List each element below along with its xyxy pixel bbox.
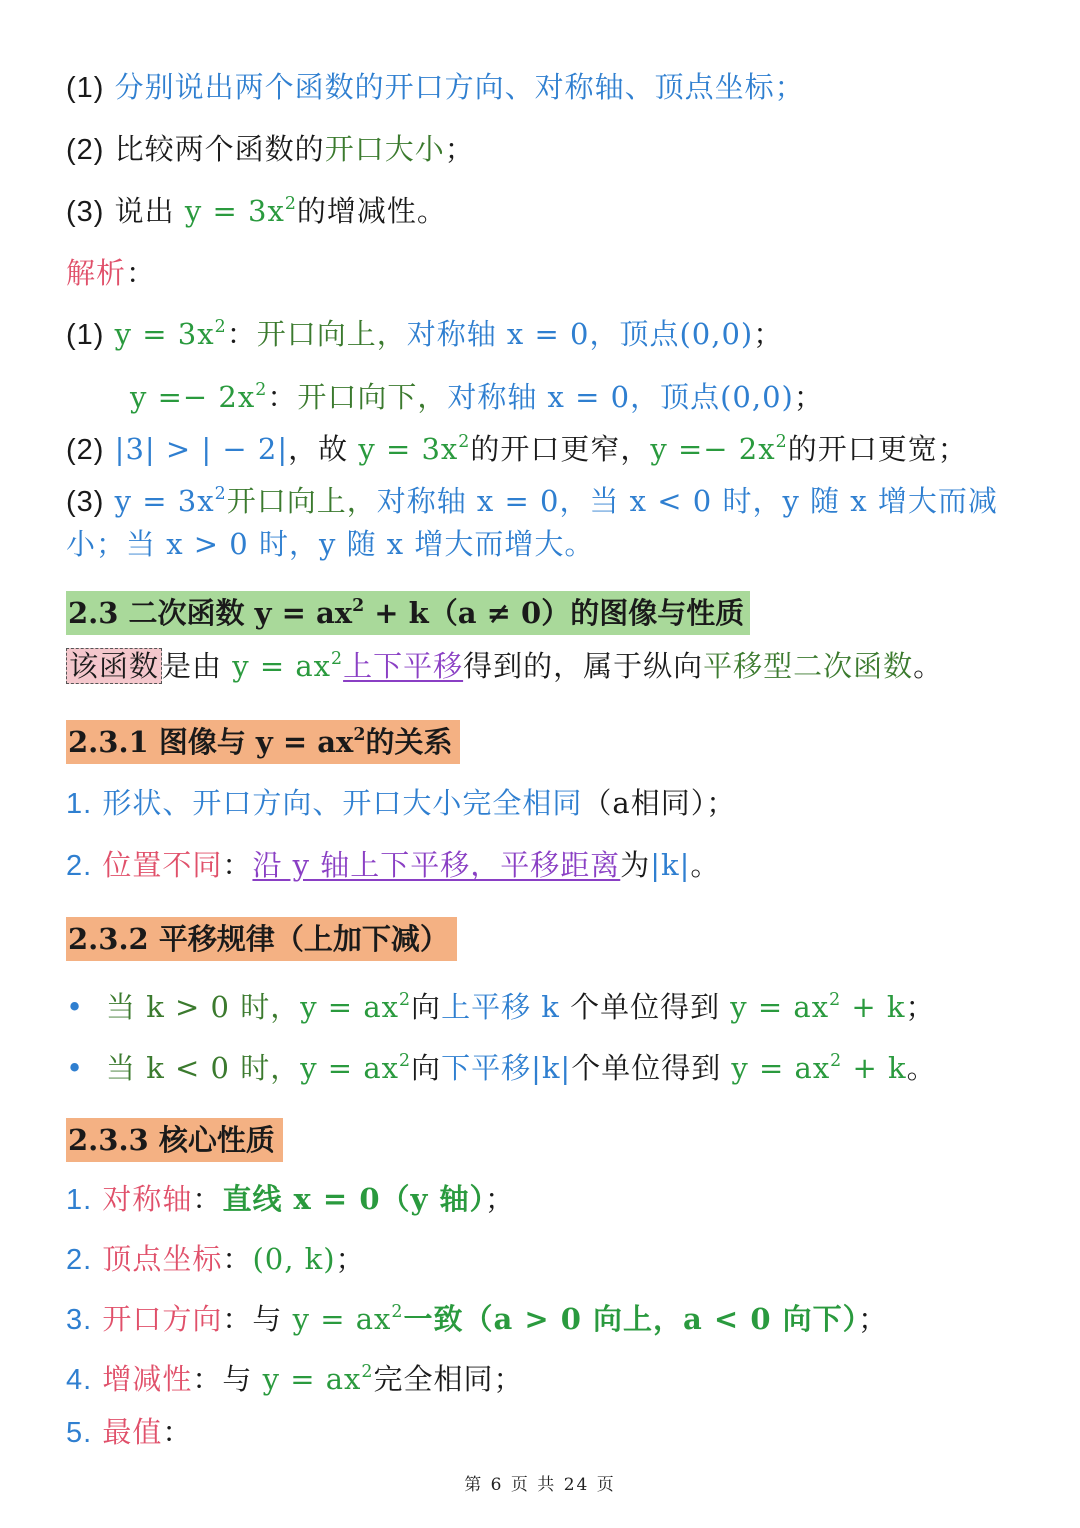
answer-3: (3) $y = 3x^2$开口向上，对称轴 x = 0，当 x < 0 时，y 随 x 增大而减小；当 x > 0 时，y 随 x 增大而增大。 xyxy=(66,483,998,561)
question-3 xyxy=(66,190,1040,233)
analysis-label: 解析 xyxy=(66,256,127,290)
q2-highlight: 开口大小 xyxy=(324,132,445,166)
section-2-3-title: 2.3 二次函数 $y = ax^2 + k(a \ne 0)$的图像与性质 xyxy=(66,591,750,635)
answer-1: (1) $y = 3x^2$：开口向上，对称轴 x = 0，顶点(0,0)； xyxy=(66,316,784,351)
answer-1b: $y =- 2x^2$：开口向下，对称轴 x = 0，顶点(0,0)； xyxy=(130,379,824,414)
question-2 xyxy=(66,128,1040,171)
s233-item-5: 5. 最值： xyxy=(66,1415,193,1449)
q1-text: 分别说出两个函数的开口方向、对称轴、顶点坐标； xyxy=(114,70,805,104)
s231-item-2: 2. 位置不同：沿 y 轴上下平移，平移距离为|k|。 xyxy=(66,848,721,882)
section-2-3-1-title: 2.3.1 图像与 $y = ax^2$的关系 xyxy=(66,720,460,764)
q2-number: (2) xyxy=(66,134,105,166)
q1-number: (1) xyxy=(66,72,105,104)
boxed-term: 该函数 xyxy=(66,648,162,684)
bullet-icon: • xyxy=(66,1051,85,1085)
s233-item-1: 1. 对称轴：直线 x = 0（y 轴）； xyxy=(66,1182,515,1216)
analysis-heading: 解析： xyxy=(66,256,157,290)
q3-post: 的增减性。 xyxy=(296,194,447,228)
section-2-3-3-title: 2.3.3 核心性质 xyxy=(66,1118,283,1162)
s233-item-4: 4. 增减性：与 $y = ax^2$完全相同； xyxy=(66,1361,524,1396)
s232-bullet-2: • 当 k < 0 时，$y = ax^2$向下平移|k|个单位得到 $y = ax^2 + k$。 xyxy=(66,1047,1040,1089)
s233-item-3: 3. 开口方向：与 $y = ax^2$一致（a > 0 向上，a < 0 向下）； xyxy=(66,1301,889,1336)
q3-equation: $y = 3x^2$ xyxy=(184,193,297,228)
page-footer: 第 6 页 共 24 页 xyxy=(464,1475,616,1495)
a1-equation: $y = 3x^2$ xyxy=(114,316,227,351)
bullet-icon: • xyxy=(66,990,85,1024)
question-1 xyxy=(66,66,1040,109)
q3-pre: 说出 xyxy=(114,194,175,228)
q3-number: (3) xyxy=(66,196,105,228)
section-2-3-intro: 该函数 是由 $y = ax^2$上下平移得到的，属于纵向平移型二次函数。 xyxy=(66,645,1040,687)
s233-item-2: 2. 顶点坐标：(0, k)； xyxy=(66,1242,366,1276)
s231-item-1: 1. 形状、开口方向、开口大小完全相同（a相同）； xyxy=(66,786,737,820)
q2-pre: 比较两个函数的 xyxy=(114,132,325,166)
s232-bullet-1: • 当 k > 0 时，$y = ax^2$向上平移 k 个单位得到 $y = ax^2 + k$； xyxy=(66,986,1040,1028)
q2-post: ； xyxy=(444,132,475,166)
section-2-3-2-title: 2.3.2 平移规律（上加下减） xyxy=(66,917,457,961)
a1b-equation: $y =- 2x^2$ xyxy=(130,379,268,414)
a2-compare: |3| > | − 2| xyxy=(114,432,289,466)
answer-2: (2) |3| > | − 2|，故 $y = 3x^2$的开口更窄，$y =- 2x^2$的开口更宽； xyxy=(66,431,968,466)
